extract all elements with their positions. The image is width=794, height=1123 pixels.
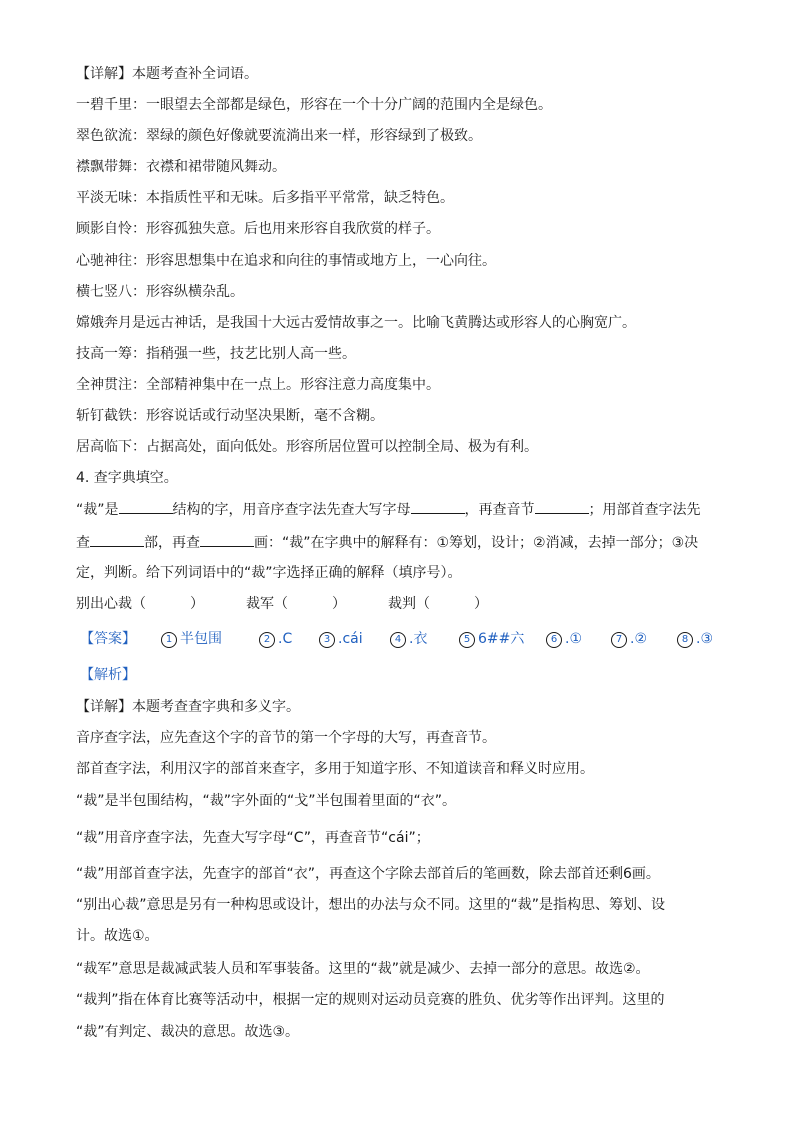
entry-jinpiaodaiwu: 襟飘带舞：衣襟和裙带随风舞动。 <box>76 159 286 175</box>
question-4-line-1 <box>76 500 701 519</box>
blank-capital-letter[interactable] <box>411 500 465 514</box>
q4-text-1d: ；用部首查字法先 <box>588 502 701 518</box>
analysis-line-6: “裁”用部首查字法，先查字的部首“衣”，再查这个字除去部首后的笔画数，除去部首还剩6画。 <box>76 866 660 882</box>
answer-item-4: 4 .衣 <box>390 629 427 649</box>
answer-label: 【答案】 <box>80 631 136 647</box>
word-caijun: 裁军（ ） <box>246 596 346 612</box>
question-4-title: 4. 查字典填空。 <box>76 470 178 486</box>
analysis-line-11: “裁”有判定、裁决的意思。故选③。 <box>76 1024 300 1040</box>
answer-item-6: 6 .① <box>546 629 582 649</box>
analysis-line-5: “裁”用音序查字法，先查大写字母“C”，再查音节“cái”； <box>76 830 430 846</box>
blank-stroke-count[interactable] <box>200 533 254 547</box>
answer-item-3: 3 .cái <box>319 629 363 649</box>
q4-text-2b: 部，再查 <box>144 535 200 551</box>
analysis-line-2: 音序查字法，应先查这个字的音节的第一个字母的大写，再查音节。 <box>76 730 496 746</box>
analysis-line-4: “裁”是半包围结构，“裁”字外面的“戈”半包围着里面的“衣”。 <box>76 793 457 809</box>
blank-syllable[interactable] <box>535 500 589 514</box>
entry-pingdanwuwei: 平淡无味：本指质性平和无味。后多指平平常常，缺乏特色。 <box>76 190 454 206</box>
entry-cuiseyuliu: 翠色欲流：翠绿的颜色好像就要流淌出来一样，形容绿到了极致。 <box>76 128 482 144</box>
q4-text-2c: 画：“裁”在字典中的解释有：①筹划，设计；②消减，去掉一部分；③决 <box>254 535 699 551</box>
question-4-line-3: 定，判断。给下列词语中的“裁”字选择正确的解释（填序号）。 <box>76 565 462 581</box>
analysis-line-3: 部首查字法，利用汉字的部首来查字，多用于知道字形、不知道读音和释义时应用。 <box>76 761 594 777</box>
entry-quanshenguanzhu: 全神贯注：全部精神集中在一点上。形容注意力高度集中。 <box>76 377 440 393</box>
answer-item-8: 8 .③ <box>677 629 713 649</box>
answer-item-2: 2 .C <box>259 629 292 649</box>
word-caipan: 裁判（ ） <box>388 596 488 612</box>
entry-jigaoyichou: 技高一筹：指稍强一些，技艺比别人高一些。 <box>76 346 356 362</box>
entry-guyingzilian: 顾影自怜：形容孤独失意。后也用来形容自我欣赏的样子。 <box>76 221 440 237</box>
analysis-line-8: 计。故选①。 <box>76 928 159 944</box>
analysis-label: 【解析】 <box>80 667 136 683</box>
q4-text-1a: “裁”是 <box>76 502 119 518</box>
analysis-line-10: “裁判”指在体育比赛等活动中，根据一定的规则对运动员竞赛的胜负、优劣等作出评判。这里的 <box>76 992 665 1008</box>
answer-item-1: 1 半包围 <box>161 629 222 649</box>
entry-xinchishenwang: 心驰神往：形容思想集中在追求和向往的事情或地方上，一心向往。 <box>76 253 496 269</box>
answer-item-7: 7 .② <box>611 629 647 649</box>
q4-text-2a: 查 <box>76 535 90 551</box>
entry-jugaolinxia: 居高临下：占据高处，面向低处。形容所居位置可以控制全局、极为有利。 <box>76 439 538 455</box>
entry-zhandingjietie: 斩钉截铁：形容说话或行动坚决果断，毫不含糊。 <box>76 408 384 424</box>
answer-item-5: 5 6##六 <box>459 629 524 649</box>
analysis-line-9: “裁军”意思是裁减武装人员和军事装备。这里的“裁”就是减少、去掉一部分的意思。故选②。 <box>76 961 650 977</box>
entry-hengqishuba: 横七竖八：形容纵横杂乱。 <box>76 284 244 300</box>
blank-structure[interactable] <box>119 500 173 514</box>
q4-text-1b: 结构的字，用音序查字法先查大写字母 <box>172 502 411 518</box>
question-4-line-2 <box>76 533 698 552</box>
entry-change-benyue: 嫦娥奔月是远古神话，是我国十大远古爱情故事之一。比喻飞黄腾达或形容人的心胸宽广。 <box>76 315 636 331</box>
q4-text-1c: ，再查音节 <box>464 502 535 518</box>
detail-heading-1: 【详解】本题考查补全词语。 <box>76 66 258 82</box>
question-4-words-row <box>76 595 488 613</box>
analysis-line-7: “别出心裁”意思是另有一种构思或设计，想出的办法与众不同。这里的“裁”是指构思、筹划、设 <box>76 897 666 913</box>
entry-yibiqianli: 一碧千里：一眼望去全部都是绿色，形容在一个十分广阔的范围内全是绿色。 <box>76 97 552 113</box>
analysis-line-1: 【详解】本题考查查字典和多义字。 <box>76 699 300 715</box>
blank-radical[interactable] <box>90 533 144 547</box>
word-biechuxincai: 别出心裁（ ） <box>76 596 204 612</box>
